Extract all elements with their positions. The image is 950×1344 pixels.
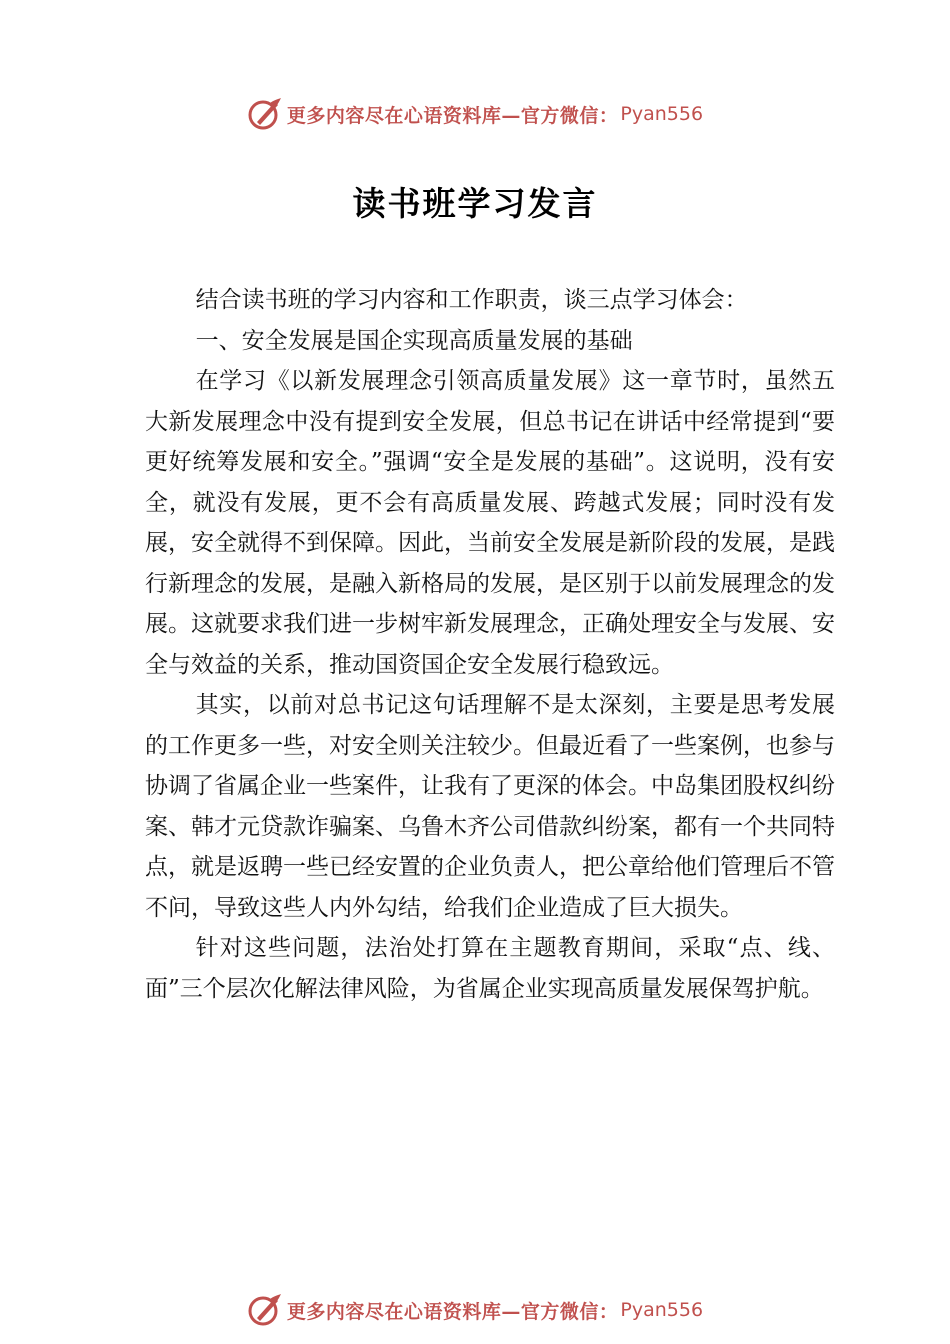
- watermark-contact: Pyan556: [620, 1299, 704, 1321]
- footer-watermark: [0, 1290, 950, 1330]
- paragraph: 在学习《以新发展理念引领高质量发展》这一章节时，虽然五大新发展理念中没有提到安全发展，但总书记在讲话中经常提到“要更好统筹发展和安全。”强调“安全是发展的基础”。这说明，没有安全，就没有发展，更不会有高质量发展、跨越式发展；同时没有发展，安全就得不到保障。因此，当前安全发展是新阶段的发展，是践行新理念的发展，是融入新格局的发展，是区别于以前发展理念的发展。这就要求我们进一步树牢新发展理念，正确处理安全与发展、安全与效益的关系，推动国资国企安全发展行稳致远。: [145, 368, 835, 678]
- header-watermark: [0, 94, 950, 134]
- page-title: 读书班学习发言: [352, 184, 598, 223]
- paragraph: 针对这些问题，法治处打算在主题教育期间，采取“点、线、面”三个层次化解法律风险，为省属企业实现高质量发展保驾护航。: [145, 935, 835, 1002]
- quill-pen-icon: [247, 96, 283, 132]
- paragraph: 其实，以前对总书记这句话理解不是太深刻，主要是思考发展的工作更多一些，对安全则关注较少。但最近看了一些案例，也参与协调了省属企业一些案件，让我有了更深的体会。中岛集团股权纠纷案、韩才元贷款诈骗案、乌鲁木齐公司借款纠纷案，都有一个共同特点，就是返聘一些已经安置的企业负责人，把公章给他们管理后不管不问，导致这些人内外勾结，给我们企业造成了巨大损失。: [145, 692, 835, 921]
- watermark-contact: Pyan556: [620, 103, 704, 125]
- paragraph-intro: 结合读书班的学习内容和工作职责，谈三点学习体会：: [195, 287, 748, 313]
- quill-pen-icon: [247, 1292, 283, 1328]
- section-heading-1: 一、安全发展是国企实现高质量发展的基础: [195, 327, 633, 354]
- watermark-text: 更多内容尽在心语资料库—官方微信：: [286, 1300, 619, 1323]
- watermark-text: 更多内容尽在心语资料库—官方微信：: [286, 104, 619, 127]
- document-body: [145, 280, 835, 1009]
